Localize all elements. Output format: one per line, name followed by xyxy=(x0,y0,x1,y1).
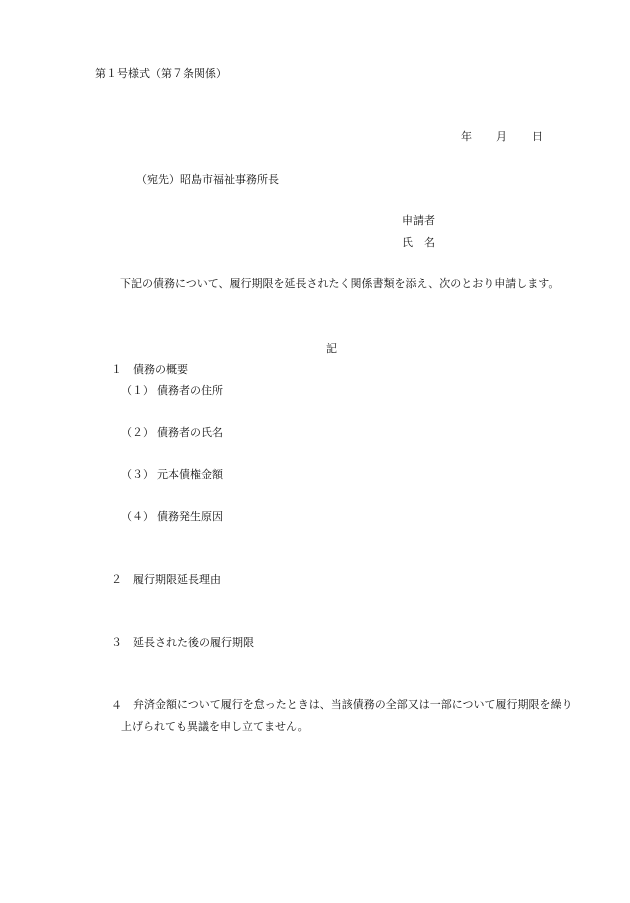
section-2-title: 履行期限延長理由 xyxy=(133,573,221,586)
section-4-text: 弁済金額について履行を怠ったときは、当該債務の全部又は一部について履行期限を繰り上げられても異議を申し立てません。 xyxy=(121,698,573,733)
subitem-3-label: 元本債権金額 xyxy=(157,468,223,481)
subitem-3-number: （３） xyxy=(121,468,154,481)
date-year-label: 年 xyxy=(461,130,472,143)
applicant-label: 申請者 xyxy=(402,214,435,227)
subitem-2-label: 債務者の氏名 xyxy=(157,426,223,439)
date-day-label: 日 xyxy=(532,130,543,143)
subitem-1-label: 債務者の住所 xyxy=(157,384,223,397)
form-title: 第１号様式（第７条関係） xyxy=(95,67,227,80)
subitem-4-label: 債務発生原因 xyxy=(157,510,223,523)
intro-paragraph: 下記の債務について、履行期限を延長されたく関係書類を添え、次のとおり申請します。 xyxy=(120,277,560,290)
ki-heading: 記 xyxy=(326,342,337,355)
subitem-4-number: （４） xyxy=(121,510,154,523)
section-1-title: 債務の概要 xyxy=(133,363,188,376)
date-month-label: 月 xyxy=(496,130,507,143)
section-1-number: １ xyxy=(111,363,122,376)
addressee: （宛先）昭島市福祉事務所長 xyxy=(136,173,279,186)
section-2-number: ２ xyxy=(111,573,122,586)
subitem-1-number: （１） xyxy=(121,384,154,397)
applicant-name-label: 氏 名 xyxy=(402,236,435,249)
section-3-number: ３ xyxy=(111,636,122,649)
section-3-title: 延長された後の履行期限 xyxy=(133,636,254,649)
section-4-number: ４ xyxy=(111,699,122,712)
subitem-2-number: （２） xyxy=(121,426,154,439)
